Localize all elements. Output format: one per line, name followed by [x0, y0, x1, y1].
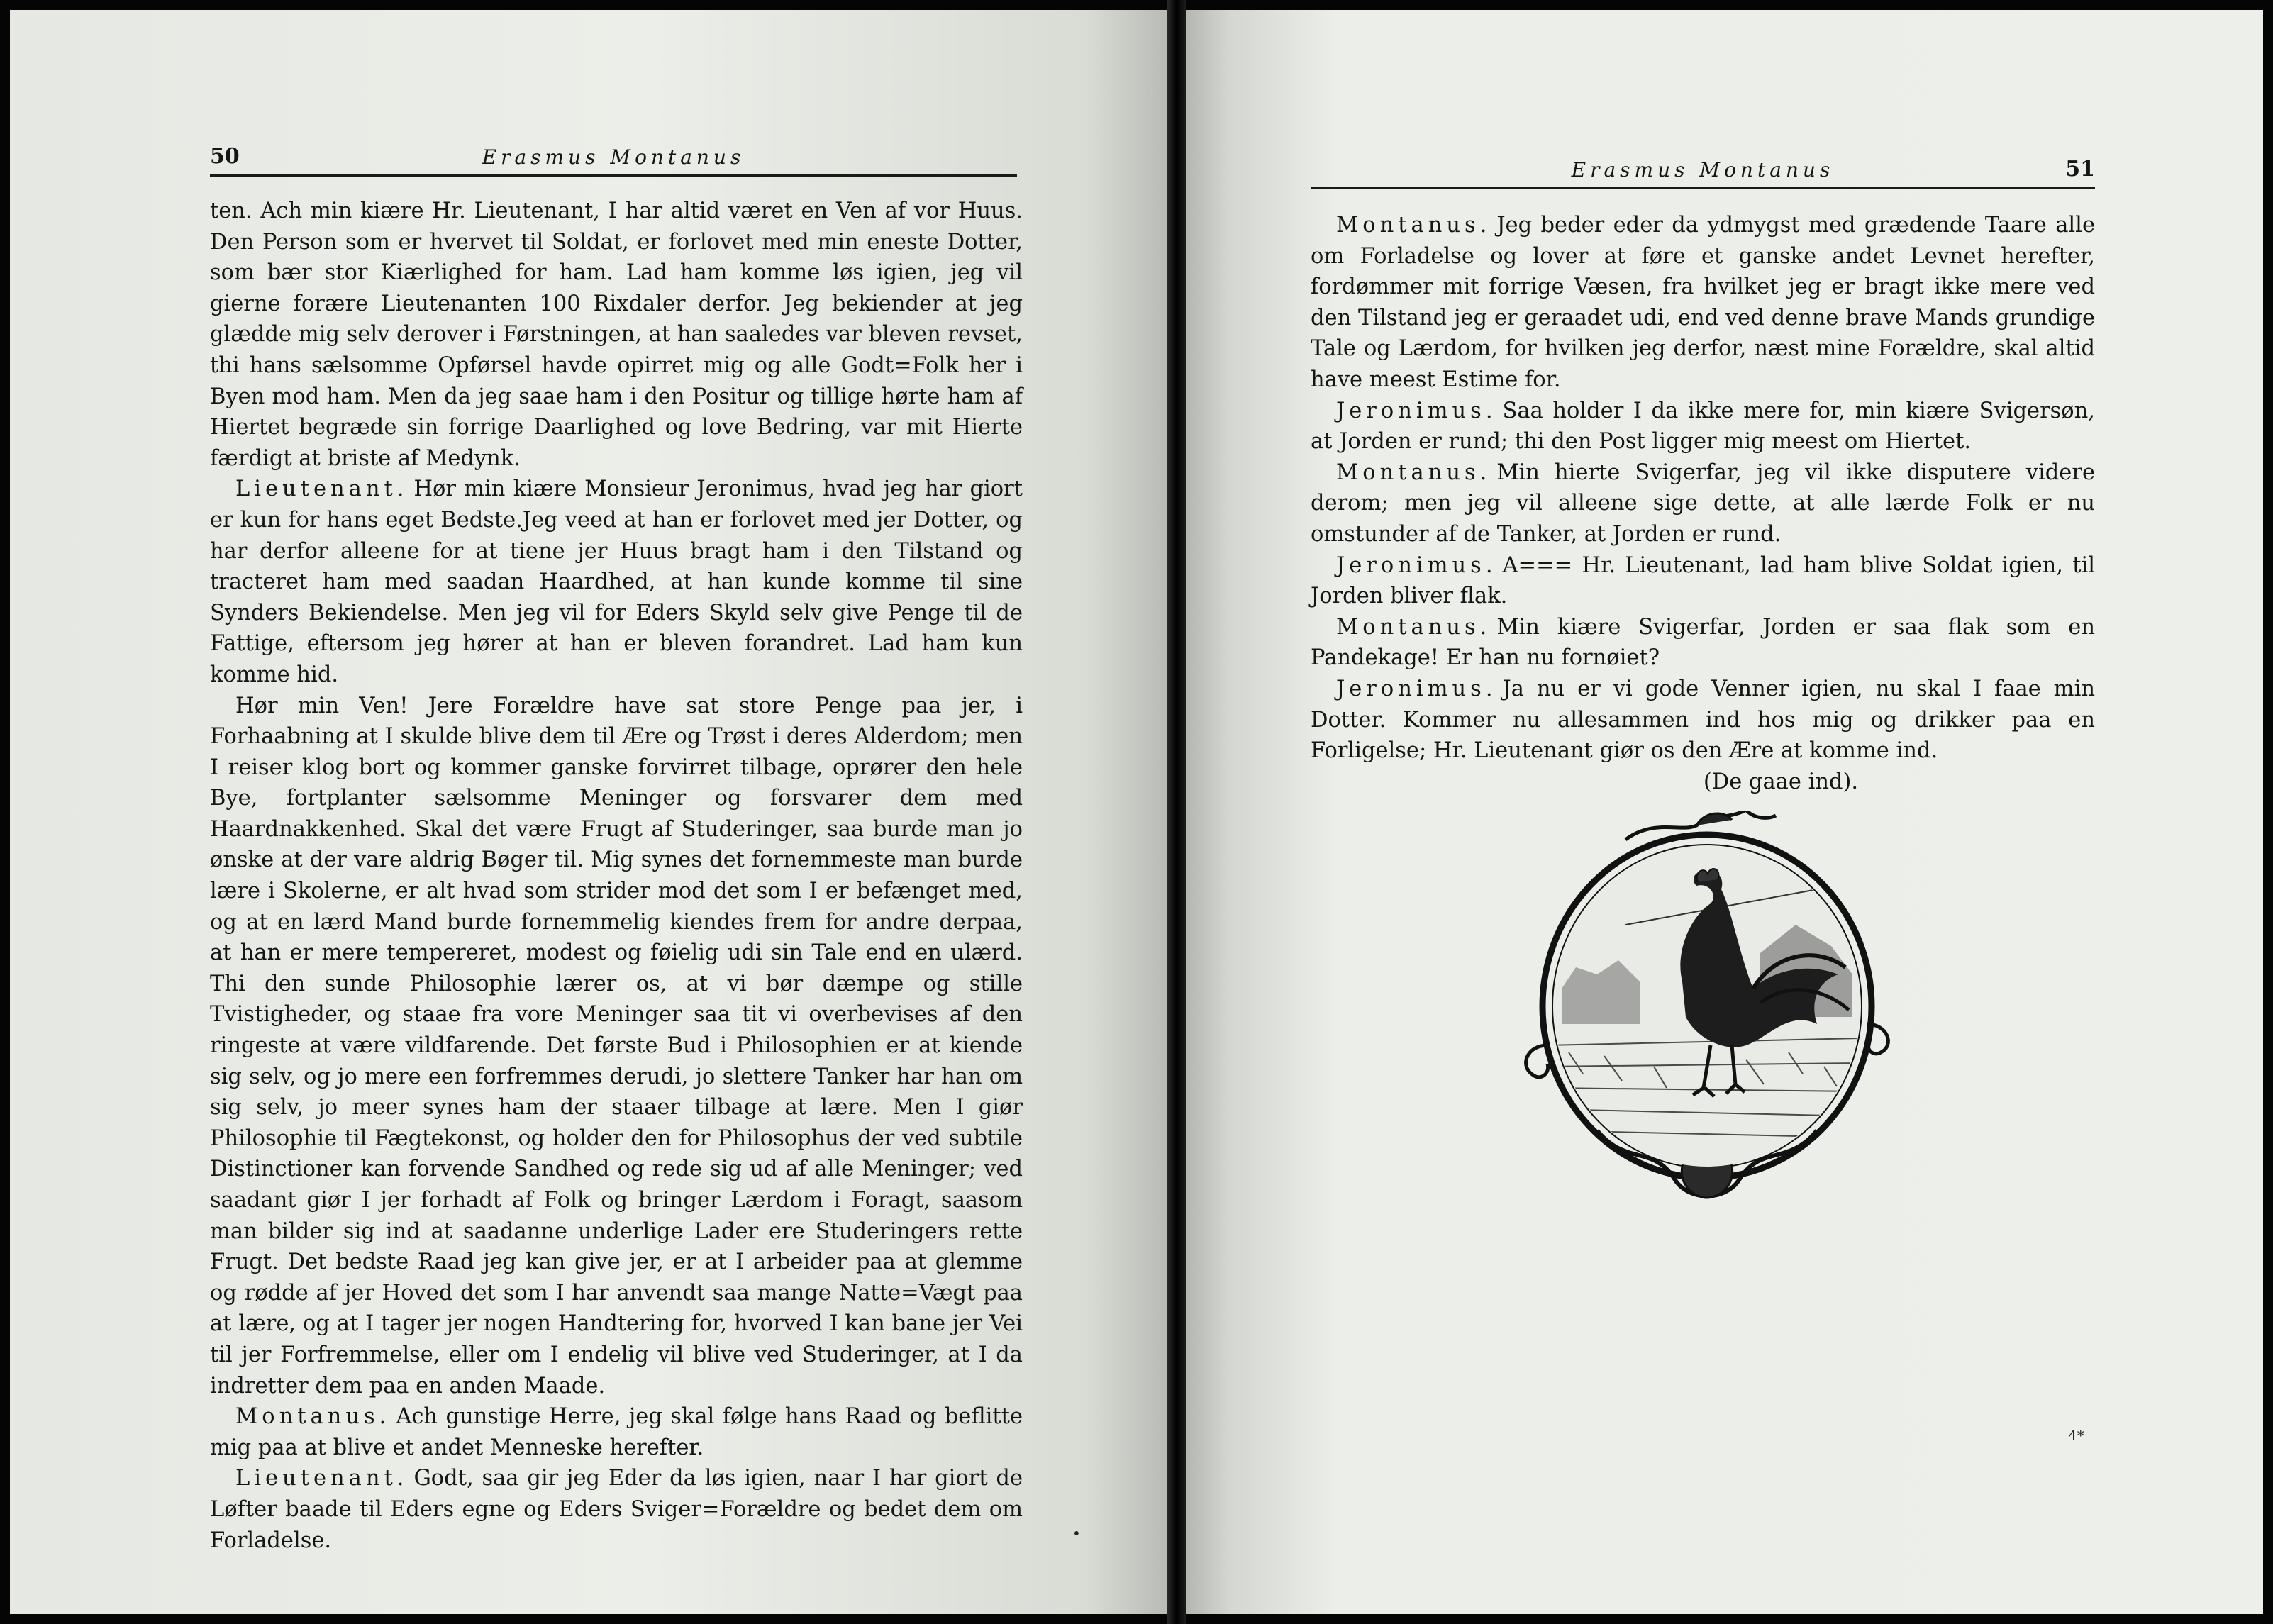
page-number: 50	[210, 144, 240, 169]
dialogue-text: Hør min kiære Monsieur Jeronimus, hvad jeg har giort er kun for hans eget Bedste.Jeg veed at han er forlovet med jer Dotter, og har derfor alleene for at tiene jer Huus bragt ham i den Tilstand og tracteret ham med saadan Haardhed, at han kunde komme til sine Synders Bekiendelse. Men jeg vil for Eders Skyld selv give Penge til de Fattige, eftersom jeg hører at han er bleven forandret. Lad ham kun komme hid.	[210, 477, 1023, 687]
speaker-name: Montanus.	[1336, 460, 1491, 485]
dialogue-paragraph	[210, 691, 1023, 1402]
dialogue-paragraph	[1311, 396, 2095, 457]
dialogue-text: Min kiære Svigerfar, Jorden er saa flak som en Pandekage! Er han nu fornøiet?	[1311, 614, 2095, 671]
speaker-name: Lieutenant.	[235, 1466, 409, 1491]
dialogue-text: Godt, saa gir jeg Eder da løs igien, naar I har giort de Løfter baade til Eders egne og Eders Sviger=Forældre og bedet dem om Forladelse.	[210, 1466, 1023, 1553]
dialogue-text: Hør min Ven! Jere Forældre have sat store Penge paa jer, i Forhaabning at I skulde blive dem til Ære og Trøst i deres Alderdom; men I reiser klog bort og kommer ganske forvirret tilbage, oprører den hele Bye, fortplanter sælsomme Meninger og forsvarer dem med Haardnakkenhed. Skal det være Frugt af Studeringer, saa burde man jo ønske at der vare aldrig Bøger til. Mig synes det fornemmeste man burde lære i Skolerne, er alt hvad som strider mod det som I er befænget med, og at en lærd Mand burde fornemmelig kiendes frem for andre derpaa, at han er mere tempereret, modest og føielig udi sin Tale end en ulærd. Thi den sunde Philosophie lærer os, at vi bør dæmpe og stille Tvistigheder, og staae fra vore Meninger saa tit vi overbevises af den ringeste at være vildfarende. Det første Bud i Philosophien er at kiende sig selv, og jo mere een forfremmes derudi, jo slettere Tanker har han om sig selv, jo meer synes ham der staaer tilbage at lære. Men I giør Philosophie til Fægtekonst, og holder den for Philosophus der ved subtile Distinctioner kan forvende Sandhed og rede sig ud af alle Meninger; ved saadant giør I jer forhadt af Folk og bringer Lærdom i Foragt, saasom man bilder sig ind at saadanne underlige Lader ere Studeringers rette Frugt. Det bedste Raad jeg kan give jer, er at I arbeider paa at glemme og rødde af jer Hoved det som I har anvendt saa mange Natte=Vægt paa at lære, og at I tager jer nogen Handtering for, hvorved I kan bane jer Vei til jer Forfremmelse, eller om I endelig vil blive ved Studeringer, at I da indretter dem paa en anden Maade.	[210, 693, 1023, 1398]
dialogue-text: Min hierte Svigerfar, jeg vil ikke disputere videre derom; men jeg vil alleene sige dette, at alle lærde Folk er nu omstunder af de Tanker, at Jorden er rund.	[1311, 460, 2095, 547]
dialogue-paragraph	[1311, 210, 2095, 396]
dialogue-paragraph	[1311, 612, 2095, 674]
dialogue-text: Ja nu er vi gode Venner igien, nu skal I faae min Dotter. Kommer nu allesammen ind hos mig og drikker paa en Forligelse; Hr. Lieutenant giør os den Ære at komme ind.	[1311, 676, 2095, 764]
dialogue-paragraph	[210, 474, 1023, 690]
speaker-name: Jeronimus.	[1336, 676, 1497, 701]
stage-direction: (De gaae ind).	[1703, 769, 1859, 794]
dialogue-paragraph	[210, 1463, 1023, 1556]
left-page-text	[210, 196, 1023, 1556]
page-dot: •	[1072, 1525, 1081, 1542]
dialogue-paragraph	[1311, 457, 2095, 550]
dialogue-text: ten. Ach min kiære Hr. Lieutenant, I har altid været en Ven af vor Huus. Den Person som er hvervet til Soldat, er forlovet med min eneste Dotter, som bær stor Kiærlighed for ham. Lad ham komme løs igien, jeg vil gierne forære Lieutenanten 100 Rixdaler derfor. Jeg bekiender at jeg glædde mig selv derover i Førstningen, at han saaledes var bleven revset, thi hans sælsomme Opførsel havde opirret mig og alle Godt=Folk her i Byen mod ham. Men da jeg saae ham i den Positur og tillige hørte ham af Hiertet begræde sin forrige Daarlighed og love Bedring, var mit Hierte færdigt at briste af Medynk.	[210, 199, 1023, 471]
speaker-name: Montanus.	[235, 1404, 391, 1430]
running-title: Erasmus Montanus	[1571, 158, 1835, 182]
dialogue-paragraph	[210, 1401, 1023, 1463]
dialogue-text: Saa holder I da ikke mere for, min kiære Svigersøn, at Jorden er rund; thi den Post ligger mig meest om Hiertet.	[1311, 398, 2095, 455]
speaker-name: Jeronimus.	[1336, 398, 1497, 423]
running-title: Erasmus Montanus	[482, 145, 745, 169]
dialogue-paragraph	[210, 196, 1023, 474]
book-gutter	[1167, 0, 1186, 1624]
right-page	[1186, 10, 2263, 1614]
speaker-name: Lieutenant.	[235, 477, 409, 502]
right-page-text	[1311, 210, 2095, 797]
left-page	[10, 10, 1167, 1614]
right-page-header	[1311, 145, 2095, 189]
dialogue-text: Ach gunstige Herre, jeg skal følge hans Raad og beflitte mig paa at blive et andet Menneske herefter.	[210, 1404, 1023, 1460]
speaker-name: Montanus.	[1336, 614, 1491, 640]
left-page-header	[210, 132, 1017, 177]
speaker-name: Jeronimus.	[1336, 552, 1497, 578]
dialogue-text: Jeg beder eder da ydmygst med grædende Taare alle om Forladelse og lover at føre et ganske andet Levnet herefter, fordømmer mit forrige Væsen, fra hvilket jeg er bragt ikke mere ved den Tilstand jeg er geraadet udi, end ved denne brave Mands grundige Tale og Lærdom, for hvilken jeg derfor, næst mine Forældre, skal altid have meest Estime for.	[1311, 213, 2095, 392]
speaker-name: Montanus.	[1336, 213, 1491, 238]
rooster-vignette-illustration	[1519, 811, 1895, 1208]
dialogue-paragraph	[1311, 674, 2095, 767]
dialogue-text: A=== Hr. Lieutenant, lad ham blive Soldat igien, til Jorden bliver flak.	[1311, 552, 2095, 609]
page-number: 51	[2065, 157, 2095, 182]
dialogue-paragraph	[1311, 550, 2095, 612]
signature-mark: 4*	[2068, 1427, 2084, 1444]
